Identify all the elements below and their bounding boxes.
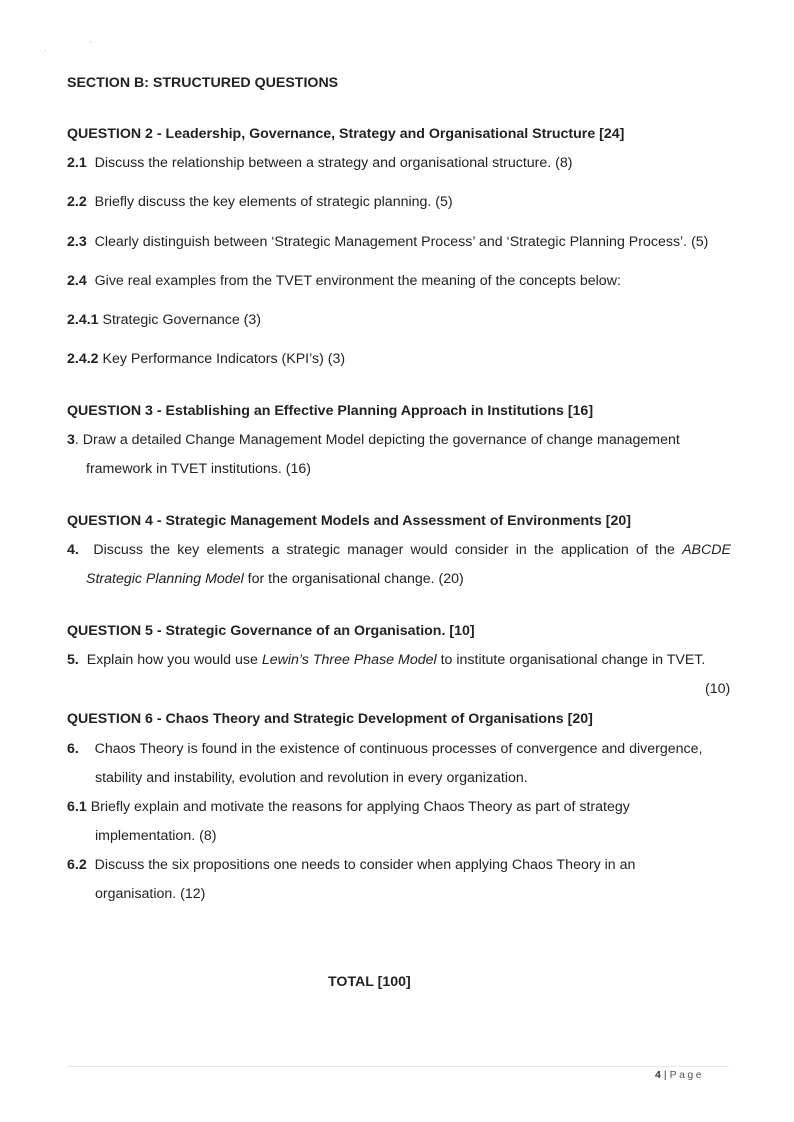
question-text: for the organisational change. (20) <box>243 571 464 587</box>
question-number: 3 <box>67 432 75 448</box>
question-text: Briefly explain and motivate the reasons for applying Chaos Theory as part of strategy <box>90 799 630 815</box>
question-2-3 <box>67 233 708 251</box>
question-text: Clearly distinguish between ‘Strategic Management Process’ and ‘Strategic Planning Process’. (5) <box>94 234 709 250</box>
question-text: Discuss the key elements a strategic manager would consider in the application of the <box>93 542 675 558</box>
question-5-marks: (10) <box>705 681 731 697</box>
question-6-heading: QUESTION 6 - Chaos Theory and Strategic Development of Organisations [20] <box>67 711 593 727</box>
question-number: 2.1 <box>67 155 87 171</box>
question-6-intro-cont: stability and instability, evolution and revolution in every organization. <box>95 770 528 786</box>
question-6-2-cont: organisation. (12) <box>95 886 206 902</box>
question-3-text <box>67 431 680 449</box>
question-number: 4. <box>67 542 79 558</box>
question-2-4-2 <box>67 350 345 368</box>
question-text: Chaos Theory is found in the existence of continuous processes of convergence and divergence, <box>94 741 703 757</box>
question-6-intro <box>67 740 702 758</box>
question-2-heading: QUESTION 2 - Leadership, Governance, Strategy and Organisational Structure [24] <box>67 126 625 142</box>
question-number: 6.1 <box>67 799 87 815</box>
footer-divider <box>67 1066 729 1067</box>
question-text: . Draw a detailed Change Management Model depicting the governance of change management <box>74 432 680 448</box>
question-3-text-cont: framework in TVET institutions. (16) <box>86 461 311 477</box>
question-2-4 <box>67 272 621 290</box>
question-6-1-cont: implementation. (8) <box>95 828 217 844</box>
model-name: Strategic Planning Model <box>86 571 244 587</box>
question-5-text <box>67 651 705 669</box>
question-text: Discuss the six propositions one needs to consider when applying Chaos Theory in an <box>94 857 636 873</box>
question-4-heading: QUESTION 4 - Strategic Management Models and Assessment of Environments [20] <box>67 513 631 529</box>
section-title: SECTION B: STRUCTURED QUESTIONS <box>67 75 339 91</box>
question-6-2 <box>67 856 635 874</box>
question-number: 2.3 <box>67 234 87 250</box>
scan-speck: ' <box>90 40 92 49</box>
question-text: Strategic Governance (3) <box>102 312 262 328</box>
question-4-text-cont <box>86 570 464 588</box>
question-6-1 <box>67 798 630 816</box>
question-text: Briefly discuss the key elements of strategic planning. (5) <box>94 194 453 210</box>
page-footer <box>655 1069 704 1081</box>
model-name: ABCDE <box>682 542 731 558</box>
question-text: Key Performance Indicators (KPI’s) (3) <box>102 351 346 367</box>
question-2-2 <box>67 193 453 211</box>
question-2-1 <box>67 154 573 172</box>
question-3-heading: QUESTION 3 - Establishing an Effective Planning Approach in Institutions [16] <box>67 403 594 419</box>
total-marks: TOTAL [100] <box>328 974 411 990</box>
question-4-text <box>67 541 731 559</box>
question-text: to institute organisational change in TVET. <box>436 652 706 668</box>
page-number: 4 <box>655 1069 661 1081</box>
question-number: 5. <box>67 652 79 668</box>
question-number: 6.2 <box>67 857 87 873</box>
page-separator: | <box>663 1069 667 1081</box>
question-text: Discuss the relationship between a strategy and organisational structure. (8) <box>94 155 573 171</box>
question-text: Give real examples from the TVET environment the meaning of the concepts below: <box>94 273 621 289</box>
question-2-4-1 <box>67 311 261 329</box>
scan-speck: , <box>44 44 47 53</box>
question-5-heading: QUESTION 5 - Strategic Governance of an Organisation. [10] <box>67 623 475 639</box>
page-word: Page <box>669 1069 705 1081</box>
question-number: 2.2 <box>67 194 87 210</box>
question-text: Explain how you would use <box>86 652 262 668</box>
question-number: 2.4 <box>67 273 87 289</box>
model-name: Lewin’s Three Phase Model <box>261 652 437 668</box>
question-number: 2.4.2 <box>67 351 99 367</box>
question-number: 6. <box>67 741 79 757</box>
question-number: 2.4.1 <box>67 312 99 328</box>
